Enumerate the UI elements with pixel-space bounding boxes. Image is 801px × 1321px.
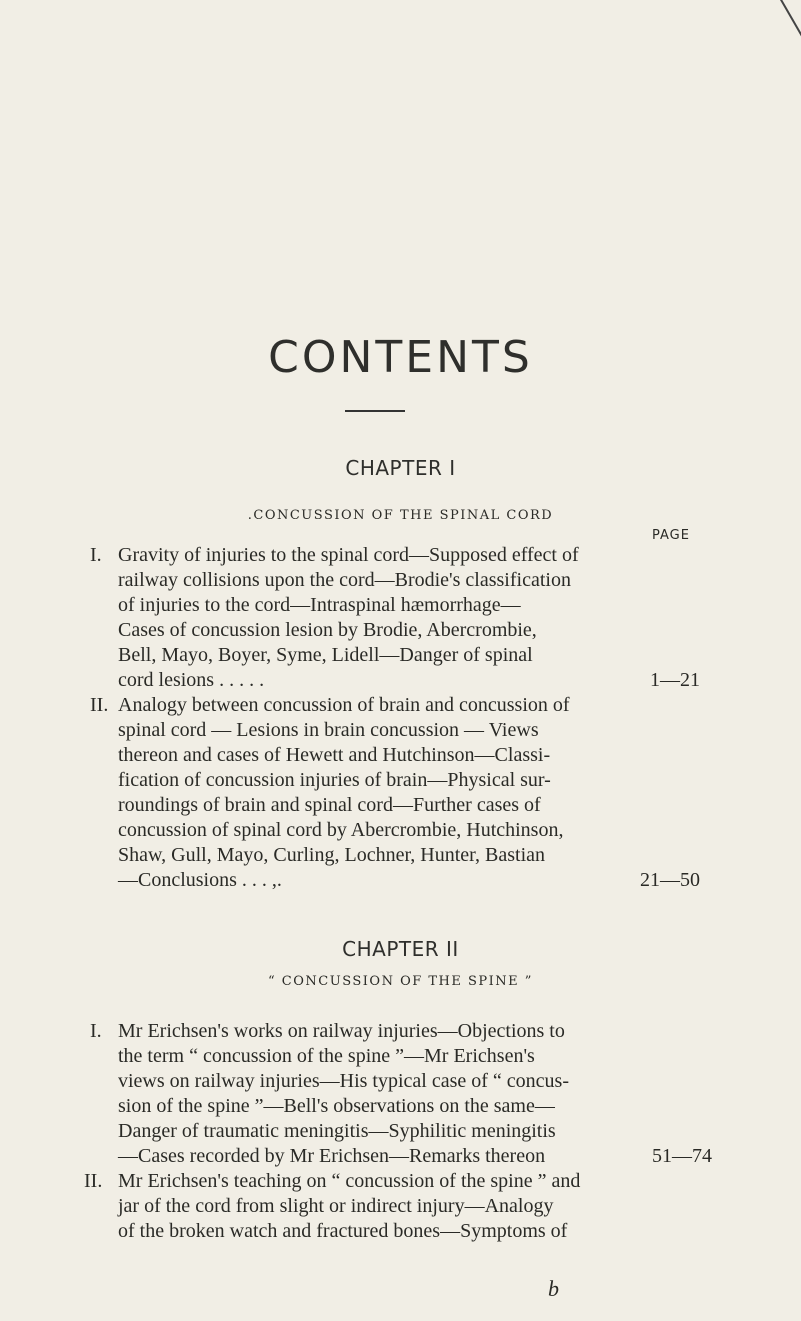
entry-page-range: 1—21 (650, 669, 700, 691)
entry-line: Bell, Mayo, Boyer, Syme, Lidell—Danger of spinal (118, 644, 533, 666)
entry-line: Danger of traumatic meningitis—Syphilitic meningitis (118, 1120, 556, 1142)
entry-page-range: 51—74 (652, 1145, 712, 1167)
entry-line (118, 668, 700, 693)
entry-line: of injuries to the cord—Intraspinal hæmorrhage— (118, 594, 521, 616)
entry-line: Shaw, Gull, Mayo, Curling, Lochner, Hunter, Bastian (118, 844, 546, 866)
entry-line: Mr Erichsen's teaching on “ concussion of the spine ” and (118, 1170, 581, 1192)
title-rule (345, 410, 405, 412)
chapter-subtitle-2: “ CONCUSSION OF THE SPINE ” (268, 974, 533, 989)
chapter-subtitle-1: .CONCUSSION OF THE SPINAL CORD (247, 508, 554, 523)
signature-mark: b (548, 1276, 559, 1301)
entry-line: of the broken watch and fractured bones—Symptoms of (118, 1220, 568, 1242)
entry-line: concussion of spinal cord by Abercrombie, Hutchinson, (118, 819, 564, 841)
entry-line: views on railway injuries—His typical case of “ concus- (118, 1070, 569, 1092)
toc-entry (90, 1019, 712, 1169)
entry-line: spinal cord — Lesions in brain concussion — Views (118, 719, 539, 741)
entry-line: the term “ concussion of the spine ”—Mr Erichsen's (118, 1045, 535, 1067)
entry-line: sion of the spine ”—Bell's observations on the same— (118, 1095, 555, 1117)
page-corner-mark (780, 0, 801, 39)
entry-page-range: 21—50 (640, 869, 700, 891)
entry-line: railway collisions upon the cord—Brodie's classification (118, 569, 571, 591)
entry-line (118, 1144, 712, 1169)
toc-entry (90, 543, 700, 693)
entry-number: I. (90, 544, 102, 566)
entry-number: II. (84, 1170, 103, 1192)
entry-number: II. (90, 694, 109, 716)
entry-line: thereon and cases of Hewett and Hutchinson—Classi- (118, 744, 551, 766)
entry-line-text: —Cases recorded by Mr Erichsen—Remarks thereon (118, 1145, 546, 1167)
entry-line: Analogy between concussion of brain and concussion of (118, 694, 570, 716)
chapter-heading-2: CHAPTER II (342, 937, 459, 961)
entry-line: roundings of brain and spinal cord—Further cases of (118, 794, 541, 816)
entry-line-text: —Conclusions . . . ,. (118, 869, 282, 891)
entry-line: jar of the cord from slight or indirect injury—Analogy (118, 1195, 554, 1217)
entry-line: Gravity of injuries to the spinal cord—Supposed effect of (118, 544, 579, 566)
entry-line: fication of concussion injuries of brain—Physical sur- (118, 769, 551, 791)
entry-line: Mr Erichsen's works on railway injuries—Objections to (118, 1020, 565, 1042)
entry-line: Cases of concussion lesion by Brodie, Abercrombie, (118, 619, 537, 641)
toc-entry (84, 1169, 694, 1244)
chapter-heading-1: CHAPTER I (345, 456, 456, 480)
page-title: CONTENTS (268, 332, 533, 383)
entry-number: I. (90, 1020, 102, 1042)
page-column-label: PAGE (652, 528, 690, 543)
toc-entry (90, 693, 700, 893)
entry-line (118, 868, 700, 893)
entry-line-text: cord lesions . . . . . (118, 669, 265, 691)
